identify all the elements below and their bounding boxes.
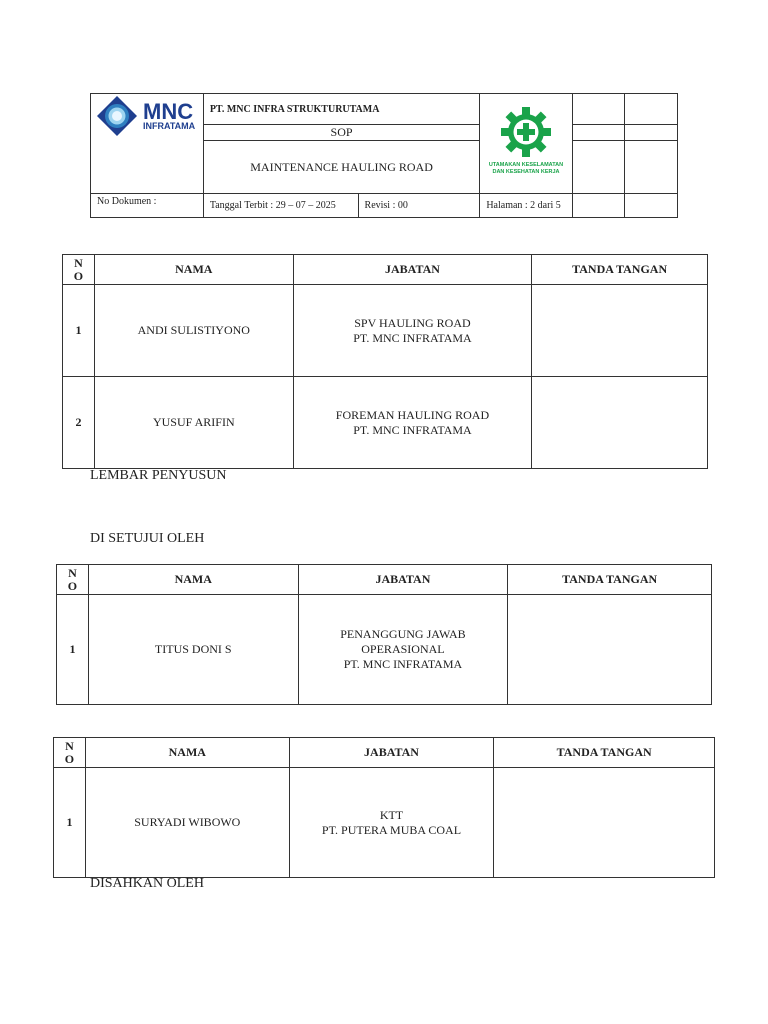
row-nama: SURYADI WIBOWO bbox=[85, 768, 289, 878]
column-header-nama: NAMA bbox=[85, 738, 289, 768]
signature-cell bbox=[532, 285, 708, 377]
column-header-tanda-tangan: TANDA TANGAN bbox=[532, 255, 708, 285]
halaman: Halaman : 2 dari 5 bbox=[480, 193, 573, 217]
k3-safety-gear-icon bbox=[485, 106, 567, 178]
doc-type: SOP bbox=[203, 125, 480, 141]
header-blank-cell bbox=[573, 125, 625, 141]
column-header-jabatan: JABATAN bbox=[298, 565, 508, 595]
table-row bbox=[54, 768, 715, 878]
tanggal-terbit: Tanggal Terbit : 29 – 07 – 2025 bbox=[203, 193, 358, 217]
row-jabatan: FOREMAN HAULING ROAD PT. MNC INFRATAMA bbox=[293, 377, 532, 469]
company-name: PT. MNC INFRA STRUKTURUTAMA bbox=[203, 94, 480, 125]
column-header-no: N O bbox=[57, 565, 89, 595]
column-header-nama: NAMA bbox=[94, 255, 293, 285]
row-jabatan: SPV HAULING ROAD PT. MNC INFRATAMA bbox=[293, 285, 532, 377]
row-nama: YUSUF ARIFIN bbox=[94, 377, 293, 469]
row-jabatan: KTT PT. PUTERA MUBA COAL bbox=[289, 768, 494, 878]
table-row bbox=[63, 285, 708, 377]
header-blank-cell bbox=[625, 125, 678, 141]
header-blank-cell bbox=[573, 94, 625, 125]
label-lembar-penyusun: LEMBAR PENYUSUN bbox=[90, 468, 227, 483]
label-disahkan-oleh: DISAHKAN OLEH bbox=[90, 876, 204, 891]
row-jabatan: PENANGGUNG JAWAB OPERASIONAL PT. MNC INFRATAMA bbox=[298, 595, 508, 705]
row-nama: ANDI SULISTIYONO bbox=[94, 285, 293, 377]
column-header-nama: NAMA bbox=[88, 565, 298, 595]
k3-slogan-line1: UTAMAKAN KESELAMATAN bbox=[489, 161, 564, 168]
row-number: 1 bbox=[57, 595, 89, 705]
disahkan-table bbox=[53, 737, 715, 878]
signature-cell bbox=[532, 377, 708, 469]
label-disetujui-oleh: DI SETUJUI OLEH bbox=[90, 531, 205, 546]
column-header-jabatan: JABATAN bbox=[289, 738, 494, 768]
row-nama: TITUS DONI S bbox=[88, 595, 298, 705]
row-number: 1 bbox=[54, 768, 86, 878]
disetujui-table bbox=[56, 564, 712, 705]
column-header-tanda-tangan: TANDA TANGAN bbox=[508, 565, 712, 595]
header-blank-cell bbox=[573, 193, 625, 217]
row-number: 1 bbox=[63, 285, 95, 377]
table-row bbox=[63, 377, 708, 469]
header-blank-cell bbox=[625, 141, 678, 193]
signature-cell bbox=[494, 768, 715, 878]
column-header-no: N O bbox=[54, 738, 86, 768]
signature-cell bbox=[508, 595, 712, 705]
no-dokumen: No Dokumen : bbox=[91, 193, 204, 217]
company-logo-cell bbox=[91, 94, 204, 194]
header-blank-cell bbox=[573, 141, 625, 193]
header-blank-cell bbox=[625, 94, 678, 125]
document-header bbox=[90, 93, 678, 218]
logo-text-sub: INFRATAMA bbox=[143, 121, 196, 131]
mnc-infratama-logo bbox=[93, 94, 205, 140]
column-header-jabatan: JABATAN bbox=[293, 255, 532, 285]
table-row bbox=[57, 595, 712, 705]
row-number: 2 bbox=[63, 377, 95, 469]
k3-slogan-line2: DAN KESEHATAN KERJA bbox=[492, 168, 560, 175]
column-header-no: N O bbox=[63, 255, 95, 285]
column-header-tanda-tangan: TANDA TANGAN bbox=[494, 738, 715, 768]
revisi: Revisi : 00 bbox=[358, 193, 480, 217]
header-blank-cell bbox=[625, 193, 678, 217]
k3-logo-cell bbox=[480, 94, 573, 194]
penyusun-table bbox=[62, 254, 708, 469]
doc-title: MAINTENANCE HAULING ROAD bbox=[203, 141, 480, 193]
logo-text-main: MNC bbox=[143, 99, 194, 124]
